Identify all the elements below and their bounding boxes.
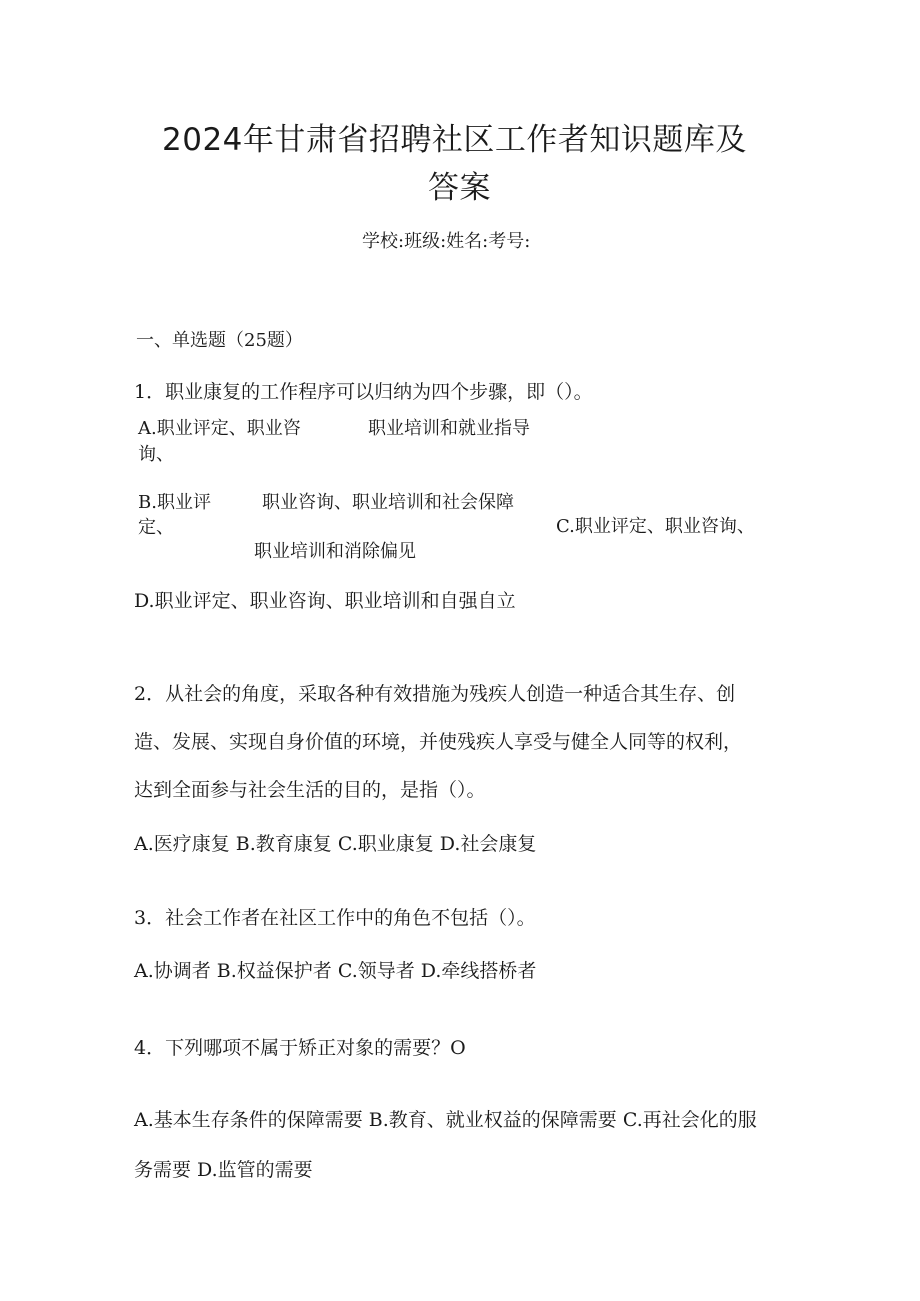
q1-option-a-part2: 询、 [138, 444, 174, 465]
student-info-line: 学校:班级:姓名:考号: [362, 231, 531, 252]
q1-option-b-part3: 职业咨询、职业培训和社会保障 [262, 492, 514, 513]
question-2-stem-line2: 造、发展、实现自身价值的环境，并使残疾人享受与健全人同等的权利， [134, 731, 743, 753]
question-3-stem: 3．社会工作者在社区工作中的角色不包括（）。 [134, 907, 536, 929]
question-2-stem-line3: 达到全面参与社会生活的目的，是指（）。 [134, 779, 486, 801]
question-4-stem: 4．下列哪项不属于矫正对象的需要？O [134, 1037, 466, 1059]
section-heading: 一、单选题（25题） [136, 330, 303, 351]
question-4-options-line1: A.基本生存条件的保障需要 B.教育、就业权益的保障需要 C.再社会化的服 [134, 1109, 757, 1131]
document-title-line2: 答案 [428, 170, 491, 206]
question-4-options-line2: 务需要 D.监管的需要 [134, 1159, 313, 1181]
q1-option-d: D.职业评定、职业咨询、职业培训和自强自立 [134, 590, 516, 612]
question-2-stem-line1: 2．从社会的角度，采取各种有效措施为残疾人创造一种适合其生存、创 [134, 683, 736, 705]
q1-option-c-part2: 职业培训和消除偏见 [254, 541, 416, 562]
q1-option-c-part1: C.职业评定、职业咨询、 [556, 516, 755, 537]
question-3-options: A.协调者 B.权益保护者 C.领导者 D.牵线搭桥者 [134, 960, 537, 982]
document-title-line1: 2024年甘肃省招聘社区工作者知识题库及 [162, 122, 747, 158]
q1-option-b-part2: 定、 [138, 517, 174, 538]
q1-option-a-part3: 职业培训和就业指导 [368, 418, 530, 439]
q1-option-a-part1: A.职业评定、职业咨 [138, 418, 301, 439]
q1-option-b-part1: B.职业评 [138, 492, 211, 513]
question-2-options: A.医疗康复 B.教育康复 C.职业康复 D.社会康复 [134, 833, 537, 855]
question-1-stem: 1．职业康复的工作程序可以归纳为四个步骤，即（）。 [134, 381, 593, 403]
